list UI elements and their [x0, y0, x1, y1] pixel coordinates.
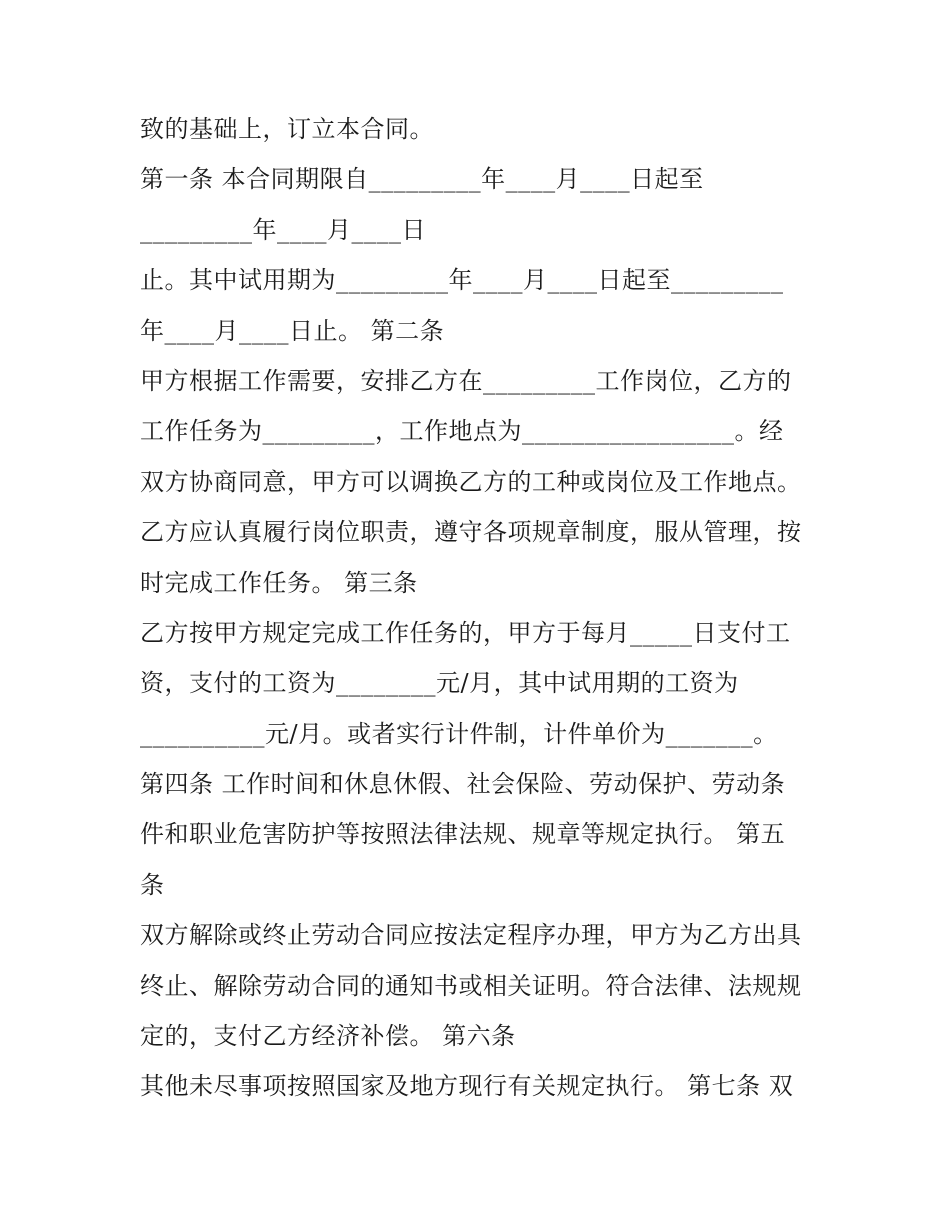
text-line: 乙方应认真履行岗位职责，遵守各项规章制度，服从管理，按 — [140, 518, 802, 547]
text-line: 双方解除或终止劳动合同应按法定程序办理，甲方为乙方出具 — [140, 921, 802, 950]
text-line: 第一条 本合同期限自_________年____月____日起至 — [140, 165, 704, 194]
text-line: 件和职业危害防护等按照法律法规、规章等规定执行。 第五 — [140, 820, 786, 849]
text-line: 时完成工作任务。 第三条 — [140, 568, 418, 597]
text-line: __________元/月。或者实行计件制，计件单价为_______。 — [140, 719, 778, 748]
text-line: _________年____月____日 — [140, 215, 426, 244]
text-line: 工作任务为_________，工作地点为_________________。经 — [140, 417, 784, 446]
text-line: 乙方按甲方规定完成工作任务的，甲方于每月_____日支付工 — [140, 618, 791, 647]
text-line: 止。其中试用期为_________年____月____日起至_________ — [140, 266, 784, 295]
text-line: 第四条 工作时间和休息休假、社会保险、劳动保护、劳动条 — [140, 770, 786, 799]
text-line: 其他未尽事项按照国家及地方现行有关规定执行。 第七条 双 — [140, 1072, 794, 1101]
text-line: 资，支付的工资为________元/月，其中试用期的工资为 — [140, 669, 739, 698]
text-line: 定的，支付乙方经济补偿。 第六条 — [140, 1022, 516, 1051]
text-line: 双方协商同意，甲方可以调换乙方的工种或岗位及工作地点。 — [140, 467, 802, 496]
text-line: 条 — [140, 870, 165, 899]
text-line: 年____月____日止。 第二条 — [140, 316, 445, 345]
contract-body — [140, 104, 820, 1112]
text-line: 甲方根据工作需要，安排乙方在_________工作岗位，乙方的 — [140, 366, 792, 395]
text-line: 终止、解除劳动合同的通知书或相关证明。符合法律、法规规 — [140, 971, 802, 1000]
text-line: 致的基础上，订立本合同。 — [140, 115, 434, 143]
